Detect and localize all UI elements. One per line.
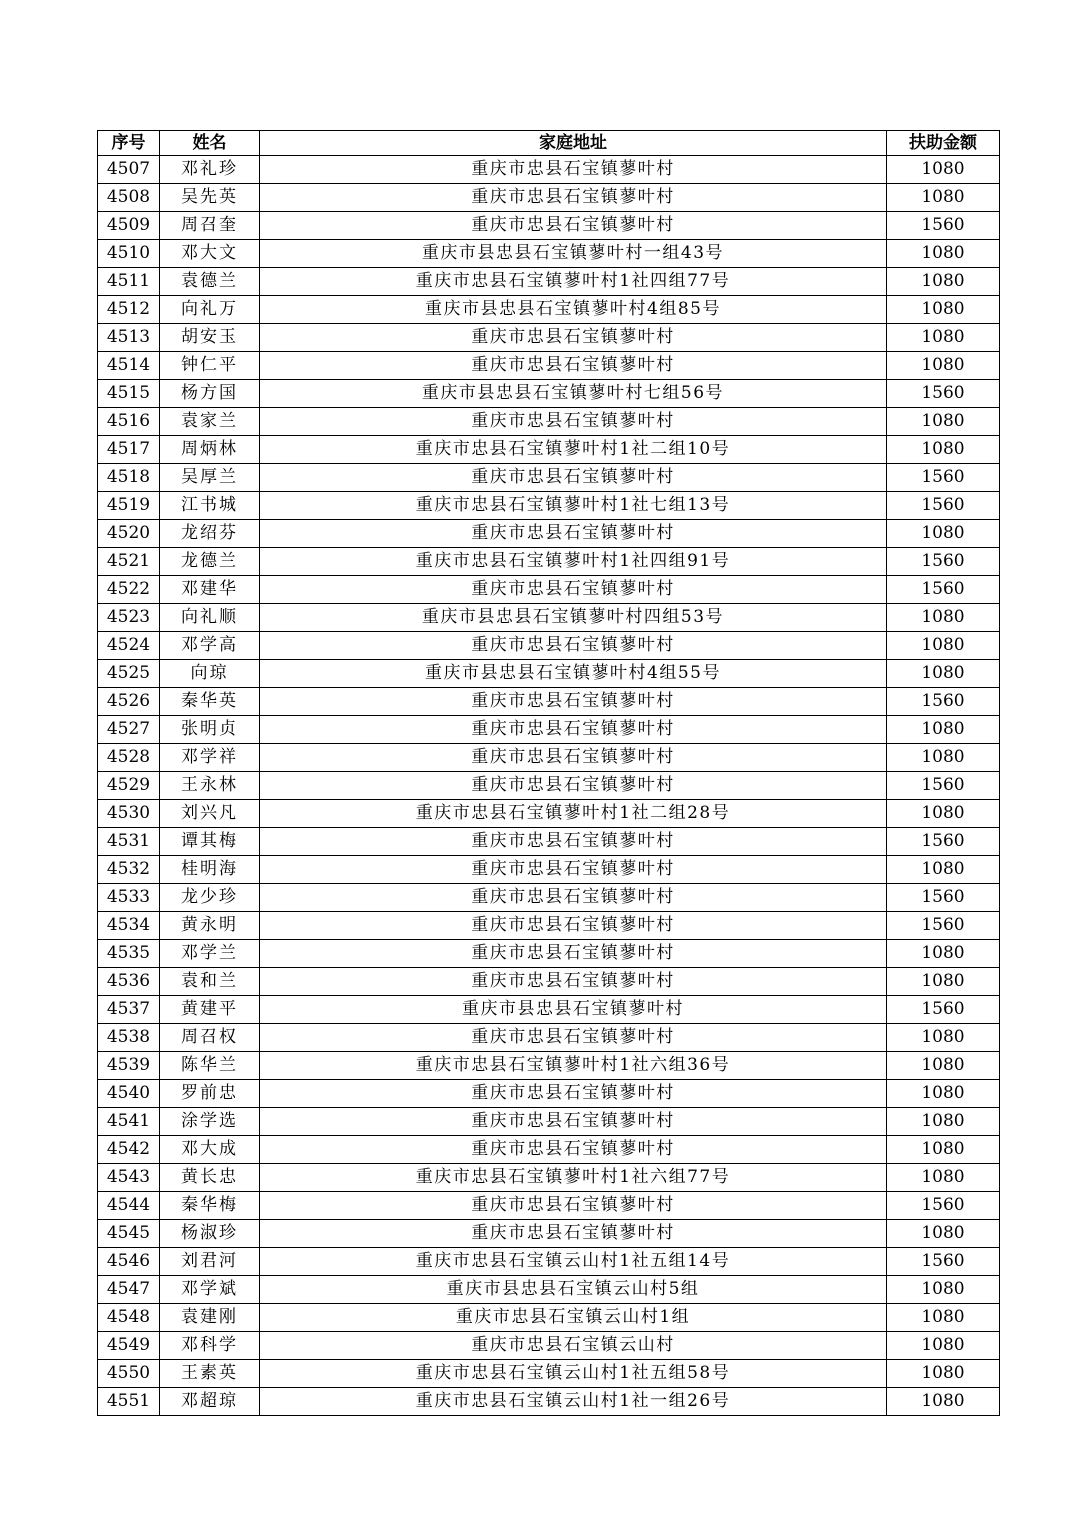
serial-number-cell: 4518 [98, 464, 160, 492]
table-row [98, 1248, 1000, 1276]
serial-number-cell: 4511 [98, 268, 160, 296]
address-cell: 重庆市忠县石宝镇云山村1社五组14号 [260, 1248, 887, 1276]
name-cell: 向礼顺 [160, 604, 260, 632]
amount-cell: 1080 [887, 240, 1000, 268]
table-row [98, 240, 1000, 268]
amount-cell: 1560 [887, 772, 1000, 800]
name-cell: 杨淑珍 [160, 1220, 260, 1248]
name-cell: 胡安玉 [160, 324, 260, 352]
table-row [98, 1192, 1000, 1220]
table-row [98, 408, 1000, 436]
address-cell: 重庆市忠县石宝镇蓼叶村 [260, 324, 887, 352]
serial-number-cell: 4534 [98, 912, 160, 940]
table-row [98, 1136, 1000, 1164]
serial-number-cell: 4538 [98, 1024, 160, 1052]
amount-cell: 1080 [887, 324, 1000, 352]
table-row [98, 184, 1000, 212]
name-cell: 袁建刚 [160, 1304, 260, 1332]
name-cell: 邓超琼 [160, 1388, 260, 1416]
address-cell: 重庆市忠县石宝镇蓼叶村1社四组77号 [260, 268, 887, 296]
name-cell: 钟仁平 [160, 352, 260, 380]
amount-cell: 1560 [887, 492, 1000, 520]
amount-cell: 1080 [887, 856, 1000, 884]
serial-number-cell: 4541 [98, 1108, 160, 1136]
serial-number-cell: 4535 [98, 940, 160, 968]
table-row [98, 268, 1000, 296]
table-row [98, 632, 1000, 660]
address-cell: 重庆市忠县石宝镇蓼叶村1社四组91号 [260, 548, 887, 576]
serial-number-cell: 4528 [98, 744, 160, 772]
serial-number-cell: 4546 [98, 1248, 160, 1276]
serial-number-cell: 4540 [98, 1080, 160, 1108]
serial-number-cell: 4532 [98, 856, 160, 884]
address-cell: 重庆市忠县石宝镇蓼叶村 [260, 212, 887, 240]
serial-number-cell: 4529 [98, 772, 160, 800]
serial-number-cell: 4530 [98, 800, 160, 828]
table-row [98, 660, 1000, 688]
serial-number-cell: 4513 [98, 324, 160, 352]
address-cell: 重庆市县忠县石宝镇蓼叶村 [260, 996, 887, 1024]
serial-number-cell: 4522 [98, 576, 160, 604]
table-row [98, 380, 1000, 408]
serial-number-cell: 4510 [98, 240, 160, 268]
table-row [98, 1360, 1000, 1388]
amount-cell: 1560 [887, 996, 1000, 1024]
amount-cell: 1080 [887, 268, 1000, 296]
header-serial-number: 序号 [98, 131, 160, 156]
table-row [98, 492, 1000, 520]
name-cell: 陈华兰 [160, 1052, 260, 1080]
address-cell: 重庆市忠县石宝镇蓼叶村 [260, 1220, 887, 1248]
address-cell: 重庆市县忠县石宝镇云山村5组 [260, 1276, 887, 1304]
name-cell: 邓科学 [160, 1332, 260, 1360]
amount-cell: 1560 [887, 884, 1000, 912]
table-row [98, 1220, 1000, 1248]
name-cell: 桂明海 [160, 856, 260, 884]
serial-number-cell: 4517 [98, 436, 160, 464]
table-row [98, 912, 1000, 940]
amount-cell: 1080 [887, 1164, 1000, 1192]
address-cell: 重庆市忠县石宝镇蓼叶村 [260, 968, 887, 996]
name-cell: 邓大成 [160, 1136, 260, 1164]
serial-number-cell: 4516 [98, 408, 160, 436]
aid-list-table [97, 130, 1000, 1416]
name-cell: 邓学兰 [160, 940, 260, 968]
address-cell: 重庆市忠县石宝镇蓼叶村 [260, 772, 887, 800]
address-cell: 重庆市忠县石宝镇蓼叶村 [260, 576, 887, 604]
amount-cell: 1080 [887, 1276, 1000, 1304]
serial-number-cell: 4549 [98, 1332, 160, 1360]
serial-number-cell: 4525 [98, 660, 160, 688]
table-row [98, 1164, 1000, 1192]
amount-cell: 1560 [887, 828, 1000, 856]
address-cell: 重庆市县忠县石宝镇蓼叶村四组53号 [260, 604, 887, 632]
table-row [98, 968, 1000, 996]
name-cell: 邓学祥 [160, 744, 260, 772]
address-cell: 重庆市忠县石宝镇蓼叶村 [260, 1192, 887, 1220]
address-cell: 重庆市忠县石宝镇蓼叶村 [260, 352, 887, 380]
address-cell: 重庆市忠县石宝镇蓼叶村 [260, 1080, 887, 1108]
table-row [98, 1052, 1000, 1080]
amount-cell: 1080 [887, 1304, 1000, 1332]
aid-list-table-container [97, 130, 1000, 1416]
name-cell: 江书城 [160, 492, 260, 520]
amount-cell: 1080 [887, 156, 1000, 184]
table-row [98, 212, 1000, 240]
name-cell: 袁家兰 [160, 408, 260, 436]
name-cell: 袁和兰 [160, 968, 260, 996]
amount-cell: 1080 [887, 968, 1000, 996]
table-row [98, 1024, 1000, 1052]
amount-cell: 1560 [887, 576, 1000, 604]
serial-number-cell: 4543 [98, 1164, 160, 1192]
amount-cell: 1080 [887, 1052, 1000, 1080]
amount-cell: 1080 [887, 744, 1000, 772]
serial-number-cell: 4551 [98, 1388, 160, 1416]
name-cell: 王永林 [160, 772, 260, 800]
serial-number-cell: 4547 [98, 1276, 160, 1304]
amount-cell: 1080 [887, 1388, 1000, 1416]
serial-number-cell: 4514 [98, 352, 160, 380]
table-row [98, 464, 1000, 492]
table-row [98, 716, 1000, 744]
address-cell: 重庆市忠县石宝镇蓼叶村 [260, 884, 887, 912]
amount-cell: 1080 [887, 296, 1000, 324]
name-cell: 刘兴凡 [160, 800, 260, 828]
name-cell: 向琼 [160, 660, 260, 688]
amount-cell: 1560 [887, 688, 1000, 716]
name-cell: 周召权 [160, 1024, 260, 1052]
table-row [98, 744, 1000, 772]
address-cell: 重庆市忠县石宝镇蓼叶村 [260, 520, 887, 548]
address-cell: 重庆市忠县石宝镇蓼叶村 [260, 408, 887, 436]
address-cell: 重庆市忠县石宝镇蓼叶村 [260, 688, 887, 716]
name-cell: 邓学斌 [160, 1276, 260, 1304]
serial-number-cell: 4550 [98, 1360, 160, 1388]
table-row [98, 576, 1000, 604]
amount-cell: 1080 [887, 1360, 1000, 1388]
amount-cell: 1080 [887, 520, 1000, 548]
serial-number-cell: 4507 [98, 156, 160, 184]
address-cell: 重庆市忠县石宝镇蓼叶村 [260, 940, 887, 968]
table-row [98, 1332, 1000, 1360]
amount-cell: 1080 [887, 604, 1000, 632]
table-row [98, 996, 1000, 1024]
table-row [98, 436, 1000, 464]
name-cell: 吴厚兰 [160, 464, 260, 492]
amount-cell: 1560 [887, 212, 1000, 240]
serial-number-cell: 4542 [98, 1136, 160, 1164]
name-cell: 龙少珍 [160, 884, 260, 912]
address-cell: 重庆市县忠县石宝镇蓼叶村4组55号 [260, 660, 887, 688]
serial-number-cell: 4533 [98, 884, 160, 912]
table-row [98, 548, 1000, 576]
name-cell: 涂学选 [160, 1108, 260, 1136]
address-cell: 重庆市忠县石宝镇蓼叶村 [260, 828, 887, 856]
serial-number-cell: 4548 [98, 1304, 160, 1332]
address-cell: 重庆市县忠县石宝镇蓼叶村七组56号 [260, 380, 887, 408]
name-cell: 龙德兰 [160, 548, 260, 576]
serial-number-cell: 4545 [98, 1220, 160, 1248]
table-row [98, 688, 1000, 716]
table-row [98, 1080, 1000, 1108]
address-cell: 重庆市忠县石宝镇蓼叶村 [260, 156, 887, 184]
amount-cell: 1080 [887, 1332, 1000, 1360]
serial-number-cell: 4544 [98, 1192, 160, 1220]
serial-number-cell: 4531 [98, 828, 160, 856]
name-cell: 刘君河 [160, 1248, 260, 1276]
name-cell: 周炳林 [160, 436, 260, 464]
name-cell: 罗前忠 [160, 1080, 260, 1108]
name-cell: 邓建华 [160, 576, 260, 604]
amount-cell: 1080 [887, 660, 1000, 688]
name-cell: 邓礼珍 [160, 156, 260, 184]
amount-cell: 1080 [887, 940, 1000, 968]
name-cell: 秦华英 [160, 688, 260, 716]
amount-cell: 1560 [887, 548, 1000, 576]
name-cell: 谭其梅 [160, 828, 260, 856]
table-row [98, 1276, 1000, 1304]
address-cell: 重庆市忠县石宝镇蓼叶村 [260, 1136, 887, 1164]
address-cell: 重庆市忠县石宝镇蓼叶村 [260, 856, 887, 884]
serial-number-cell: 4524 [98, 632, 160, 660]
amount-cell: 1080 [887, 1080, 1000, 1108]
serial-number-cell: 4515 [98, 380, 160, 408]
amount-cell: 1560 [887, 1248, 1000, 1276]
table-row [98, 324, 1000, 352]
table-header [98, 131, 1000, 156]
address-cell: 重庆市忠县石宝镇蓼叶村1社六组77号 [260, 1164, 887, 1192]
header-name: 姓名 [160, 131, 260, 156]
address-cell: 重庆市忠县石宝镇云山村1社五组58号 [260, 1360, 887, 1388]
table-row [98, 884, 1000, 912]
amount-cell: 1080 [887, 1108, 1000, 1136]
amount-cell: 1080 [887, 408, 1000, 436]
table-row [98, 156, 1000, 184]
serial-number-cell: 4537 [98, 996, 160, 1024]
name-cell: 龙绍芬 [160, 520, 260, 548]
amount-cell: 1560 [887, 1192, 1000, 1220]
name-cell: 袁德兰 [160, 268, 260, 296]
table-body [98, 156, 1000, 1416]
serial-number-cell: 4536 [98, 968, 160, 996]
serial-number-cell: 4527 [98, 716, 160, 744]
address-cell: 重庆市忠县石宝镇云山村1组 [260, 1304, 887, 1332]
amount-cell: 1560 [887, 464, 1000, 492]
serial-number-cell: 4539 [98, 1052, 160, 1080]
table-row [98, 828, 1000, 856]
address-cell: 重庆市忠县石宝镇蓼叶村 [260, 912, 887, 940]
serial-number-cell: 4520 [98, 520, 160, 548]
address-cell: 重庆市忠县石宝镇云山村1社一组26号 [260, 1388, 887, 1416]
serial-number-cell: 4508 [98, 184, 160, 212]
table-row [98, 296, 1000, 324]
address-cell: 重庆市忠县石宝镇蓼叶村1社七组13号 [260, 492, 887, 520]
amount-cell: 1080 [887, 1220, 1000, 1248]
serial-number-cell: 4519 [98, 492, 160, 520]
table-row [98, 604, 1000, 632]
header-aid-amount: 扶助金额 [887, 131, 1000, 156]
name-cell: 王素英 [160, 1360, 260, 1388]
address-cell: 重庆市忠县石宝镇蓼叶村 [260, 1024, 887, 1052]
name-cell: 黄建平 [160, 996, 260, 1024]
address-cell: 重庆市忠县石宝镇蓼叶村 [260, 716, 887, 744]
amount-cell: 1080 [887, 352, 1000, 380]
name-cell: 张明贞 [160, 716, 260, 744]
serial-number-cell: 4521 [98, 548, 160, 576]
address-cell: 重庆市忠县石宝镇云山村 [260, 1332, 887, 1360]
amount-cell: 1080 [887, 1136, 1000, 1164]
amount-cell: 1080 [887, 184, 1000, 212]
amount-cell: 1080 [887, 716, 1000, 744]
address-cell: 重庆市县忠县石宝镇蓼叶村一组43号 [260, 240, 887, 268]
name-cell: 杨方国 [160, 380, 260, 408]
address-cell: 重庆市忠县石宝镇蓼叶村 [260, 744, 887, 772]
amount-cell: 1080 [887, 1024, 1000, 1052]
name-cell: 向礼万 [160, 296, 260, 324]
address-cell: 重庆市忠县石宝镇蓼叶村1社二组10号 [260, 436, 887, 464]
address-cell: 重庆市忠县石宝镇蓼叶村 [260, 184, 887, 212]
table-row [98, 520, 1000, 548]
name-cell: 秦华梅 [160, 1192, 260, 1220]
amount-cell: 1080 [887, 800, 1000, 828]
amount-cell: 1560 [887, 912, 1000, 940]
serial-number-cell: 4512 [98, 296, 160, 324]
header-home-address: 家庭地址 [260, 131, 887, 156]
amount-cell: 1080 [887, 436, 1000, 464]
table-row [98, 856, 1000, 884]
address-cell: 重庆市忠县石宝镇蓼叶村 [260, 632, 887, 660]
name-cell: 吴先英 [160, 184, 260, 212]
serial-number-cell: 4509 [98, 212, 160, 240]
name-cell: 黄长忠 [160, 1164, 260, 1192]
serial-number-cell: 4526 [98, 688, 160, 716]
amount-cell: 1560 [887, 380, 1000, 408]
address-cell: 重庆市忠县石宝镇蓼叶村 [260, 1108, 887, 1136]
table-row [98, 1388, 1000, 1416]
name-cell: 周召奎 [160, 212, 260, 240]
header-row [98, 131, 1000, 156]
table-row [98, 772, 1000, 800]
name-cell: 邓学高 [160, 632, 260, 660]
address-cell: 重庆市县忠县石宝镇蓼叶村4组85号 [260, 296, 887, 324]
serial-number-cell: 4523 [98, 604, 160, 632]
table-row [98, 800, 1000, 828]
address-cell: 重庆市忠县石宝镇蓼叶村1社六组36号 [260, 1052, 887, 1080]
name-cell: 邓大文 [160, 240, 260, 268]
address-cell: 重庆市忠县石宝镇蓼叶村 [260, 464, 887, 492]
table-row [98, 352, 1000, 380]
table-row [98, 940, 1000, 968]
name-cell: 黄永明 [160, 912, 260, 940]
table-row [98, 1304, 1000, 1332]
amount-cell: 1080 [887, 632, 1000, 660]
address-cell: 重庆市忠县石宝镇蓼叶村1社二组28号 [260, 800, 887, 828]
table-row [98, 1108, 1000, 1136]
